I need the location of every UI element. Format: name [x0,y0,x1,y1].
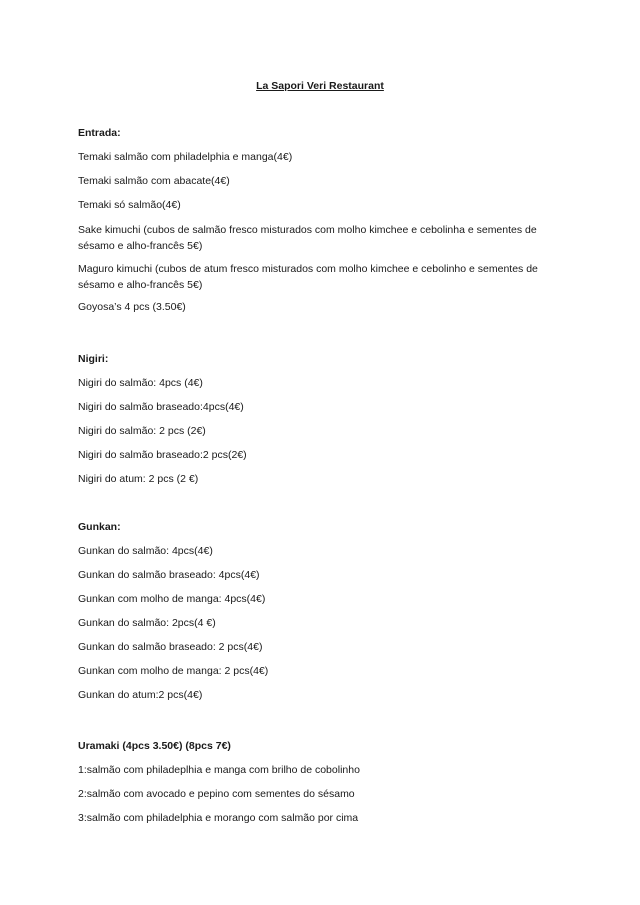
menu-item: 1:salmão com philadeplhia e manga com brilho de cobolinho [78,764,360,776]
menu-item: Gunkan do salmão: 4pcs(4€) [78,545,213,557]
menu-item: Temaki salmão com abacate(4€) [78,175,230,187]
section-heading: Entrada: [78,127,121,139]
section-gunkan [78,521,568,713]
section-heading: Nigiri: [78,353,109,365]
menu-item: Goyosa’s 4 pcs (3.50€) [78,301,186,313]
menu-item: Gunkan do salmão braseado: 2 pcs(4€) [78,641,263,653]
menu-item: Temaki só salmão(4€) [78,199,181,211]
menu-item: Gunkan com molho de manga: 4pcs(4€) [78,593,266,605]
menu-item: Nigiri do salmão braseado:4pcs(4€) [78,401,244,413]
section-nigiri [78,353,568,497]
menu-item: Temaki salmão com philadelphia e manga(4€) [78,151,293,163]
menu-item: Nigiri do salmão: 2 pcs (2€) [78,425,206,437]
section-entrada [78,127,568,325]
menu-item: Sake kimuchi (cubos de salmão fresco misturados com molho kimchee e cebolinha e sementes de sésamo e alho-francês 5€) [78,224,537,252]
menu-item: Gunkan do atum:2 pcs(4€) [78,689,203,701]
menu-item: Nigiri do salmão: 4pcs (4€) [78,377,203,389]
section-heading: Gunkan: [78,521,121,533]
menu-item: Nigiri do atum: 2 pcs (2 €) [78,473,199,485]
section-heading: Uramaki (4pcs 3.50€) (8pcs 7€) [78,740,231,752]
menu-item: 2:salmão com avocado e pepino com sementes do sésamo [78,788,355,800]
menu-item: Gunkan do salmão braseado: 4pcs(4€) [78,569,260,581]
menu-item: Maguro kimuchi (cubos de atum fresco misturados com molho kimchee e cebolinho e sementes de sésamo e alho-francês 5€) [78,263,538,291]
menu-item: Gunkan do salmão: 2pcs(4 €) [78,617,216,629]
page-title: La Sapori Veri Restaurant [256,80,384,92]
section-uramaki [78,740,568,836]
menu-item: Gunkan com molho de manga: 2 pcs(4€) [78,665,269,677]
menu-item: 3:salmão com philadelphia e morango com salmão por cima [78,812,359,824]
menu-item: Nigiri do salmão braseado:2 pcs(2€) [78,449,247,461]
